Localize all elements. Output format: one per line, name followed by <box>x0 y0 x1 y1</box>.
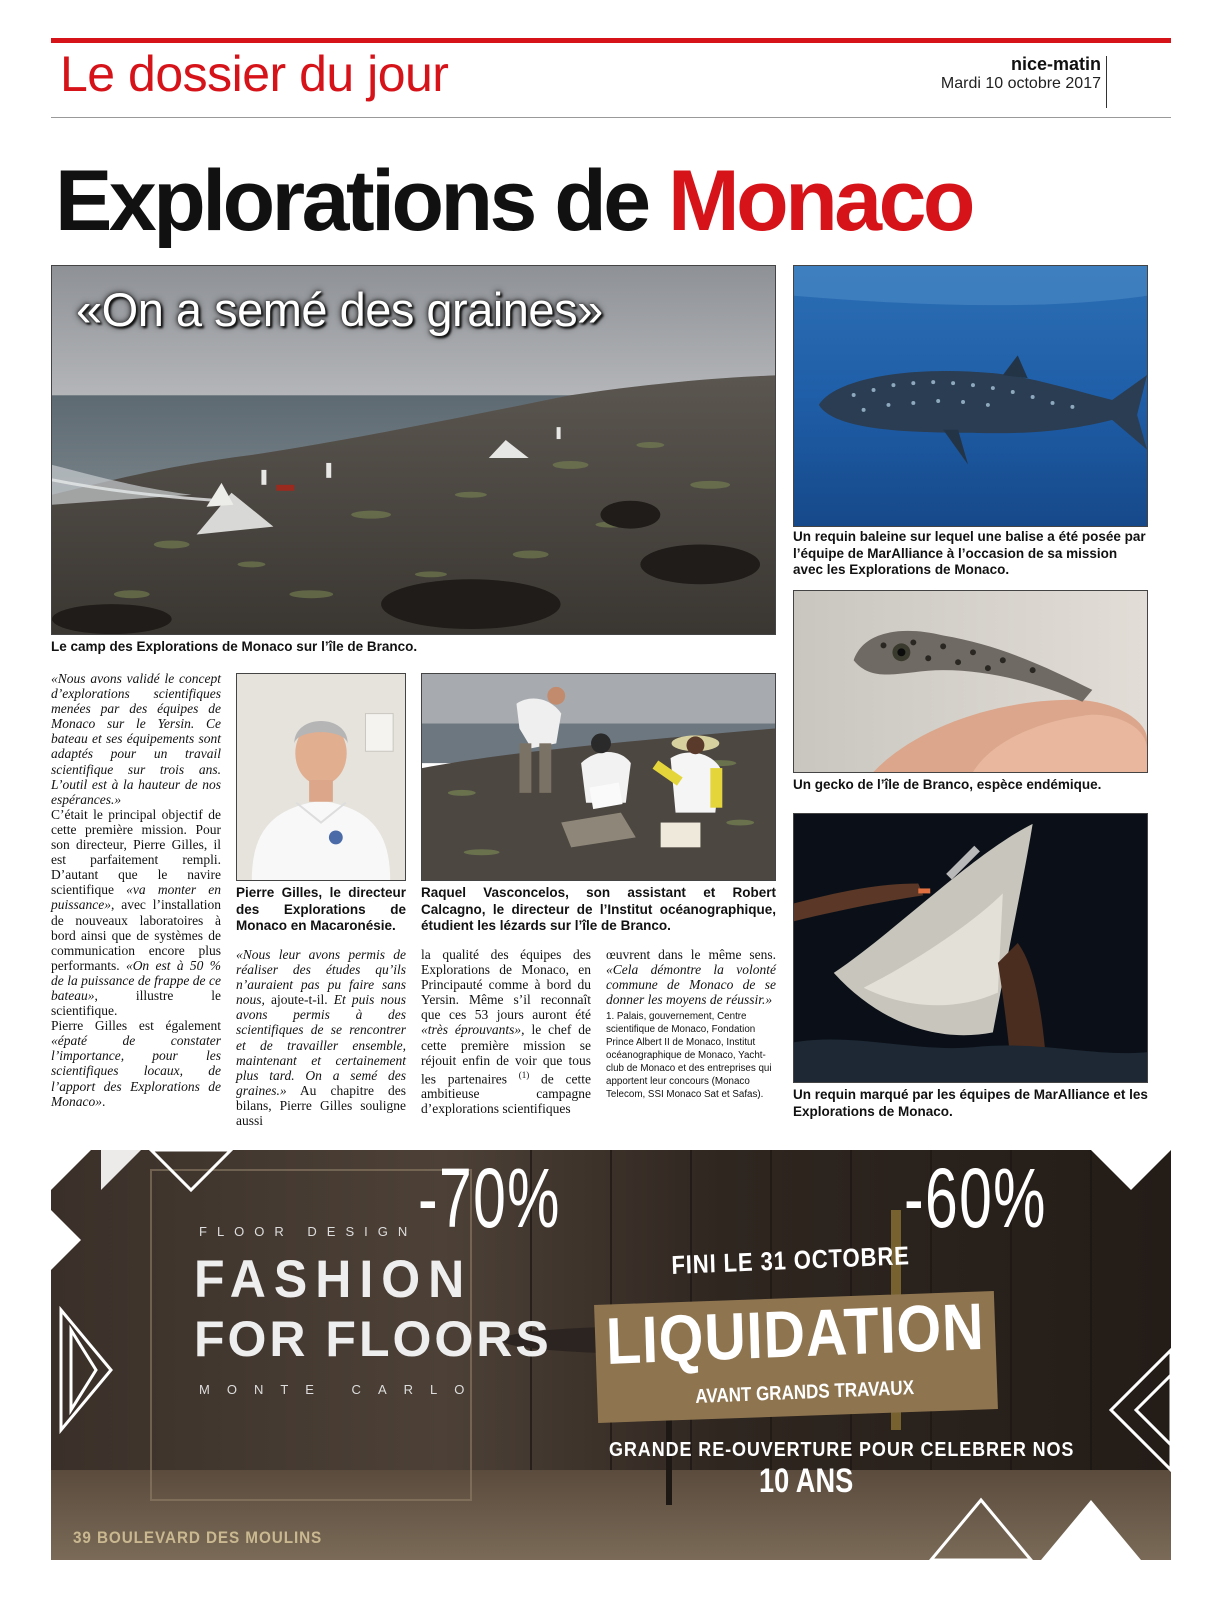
article-column-3 <box>421 947 591 1117</box>
kicker-quote: «On a semé des graines» <box>76 283 603 336</box>
ad-liquidation: LIQUIDATION <box>604 1288 986 1378</box>
caption-team-lizards: Raquel Vasconcelos, son assistant et Robert Calcagno, le directeur de l’Institut océanographique, étudient les lézards sur l’île de Branco. <box>421 885 776 933</box>
ad-floor-design: FLOOR DESIGN <box>199 1224 418 1239</box>
article-text: Pierre Gilles est également <box>51 1018 221 1034</box>
caption-tagged-shark: Un requin marqué par les équipes de MarAlliance et les Explorations de Monaco. <box>793 1087 1148 1119</box>
article-text: œuvrent dans le même sens. <box>606 947 776 962</box>
ad-monte-carlo: MONTE CARLO <box>199 1382 482 1397</box>
article-quote: Et puis nous avons permis à des scientifiques de se rencontrer et de travailler ensemble, maintenant et certainement plus tard. On a semé des graines.» <box>236 992 406 1098</box>
article-quote: «On est à 50 % de la puissance de frappe de ce bateau» <box>51 957 221 1003</box>
caption-gecko: Un gecko de l’île de Branco, espèce endémique. <box>793 777 1102 792</box>
masthead-divider <box>1106 56 1107 108</box>
footnote: 1. Palais, gouvernement, Centre scientifique de Monaco, Fondation Prince Albert II de Monaco, Institut océanographique de Monaco, Yacht-club de Monaco et des entreprises qui apportent leur concours (Monaco Telecom, SSI Monaco Sat et Safas). <box>606 1011 772 1101</box>
article-text: , le chef de cette première mission se réjouit enfin de voir que tous les partenaires <box>421 1022 591 1087</box>
article-quote-1: «Nous avons validé le concept d’explorations scientifiques menées par des équipes de Monaco sur le Yersin. Ce bateau et ses équipements sont adaptés pour un travail scientifique sur trois ans. L’outil est à la hauteur de nos espérances.» <box>51 671 221 807</box>
article-quote: «très éprouvants» <box>421 1022 522 1038</box>
article-text: , illustre le scientifique. <box>51 987 221 1019</box>
article-text: C’était le principal objectif de cette première mission. Pour son directeur, Pierre Gilles, il est parfaitement rempli. D’autant que le navire scientifique <box>51 806 221 898</box>
ad-discount-70: -70% <box>418 1151 561 1245</box>
ad-fini-date: FINI LE 31 OCTOBRE <box>671 1240 911 1280</box>
headline-part-red: Monaco <box>668 153 972 249</box>
headline-part-black: Explorations de <box>55 153 669 249</box>
photo-tagged-shark <box>793 813 1148 1083</box>
article-text: Au chapitre des bilans, Pierre Gilles souligne aussi <box>236 1082 406 1129</box>
article-column-2 <box>236 947 406 1128</box>
article-column-4 <box>606 947 776 1101</box>
ad-for-floors: FOR FLOORS <box>194 1311 552 1367</box>
article-column-1 <box>51 671 221 1109</box>
ad-discount-60: -60% <box>904 1151 1047 1245</box>
header-red-rule <box>51 38 1171 43</box>
caption-pierre-gilles: Pierre Gilles, le directeur des Explorations de Monaco en Macaronésie. <box>236 885 406 933</box>
advertisement <box>51 1150 1171 1560</box>
article-text: ajoute-t-il. <box>264 992 334 1008</box>
article-text: la qualité des équipes des Explorations de Monaco, en Principauté comme à bord du Yersin. Même s’il reconnaît que ces 53 jours auront été <box>421 947 591 1023</box>
article-quote: «Cela démontre la volonté commune de Monaco de se donner les moyens de réussir.» <box>606 962 776 1008</box>
photo-whale-shark <box>793 265 1148 527</box>
photo-team-lizards <box>421 673 776 881</box>
caption-whale-shark: Un requin baleine sur lequel une balise a été posée par l’équipe de MarAlliance à l’occasion de sa mission avec les Explorations de Monaco. <box>793 529 1146 577</box>
article-quote: «épaté de constater l’importance, pour les scientifiques locaux, de l’apport des Explorations de Monaco» <box>51 1033 221 1109</box>
article-text: , avec l’installation de nouveaux laboratoires à bord ainsi que de systèmes de communication encore plus performants. <box>51 897 221 973</box>
ad-reopening: GRANDE RE-OUVERTURE POUR CELEBRER NOS <box>609 1439 1075 1461</box>
article-text: . <box>102 1093 106 1109</box>
footnote-ref: (1) <box>518 1069 530 1080</box>
header-thin-rule <box>51 117 1171 118</box>
article-quote: «va monter en puissance» <box>51 882 221 913</box>
article-quote: «Nous leur avons permis de réaliser des études qu’ils n’auraient pas pu faire sans nous, <box>236 947 406 1008</box>
issue-date: Mardi 10 octobre 2017 <box>940 74 1101 92</box>
article-text: de cette ambitieuse campagne d’explorations scientifiques <box>421 1071 591 1117</box>
ad-fashion: FASHION <box>194 1249 473 1309</box>
photo-gecko <box>793 590 1148 773</box>
caption-camp: Le camp des Explorations de Monaco sur l’île de Branco. <box>51 639 418 654</box>
page-headline <box>55 153 972 249</box>
ad-avant-travaux: AVANT GRANDS TRAVAUX <box>695 1377 915 1408</box>
ad-ten-years: 10 ANS <box>759 1462 854 1500</box>
ad-address: 39 BOULEVARD DES MOULINS <box>73 1528 323 1547</box>
newspaper-name: nice-matin <box>1010 54 1101 74</box>
masthead <box>941 54 1101 93</box>
photo-pierre-gilles <box>236 673 406 881</box>
section-rubric: Le dossier du jour <box>60 46 449 102</box>
